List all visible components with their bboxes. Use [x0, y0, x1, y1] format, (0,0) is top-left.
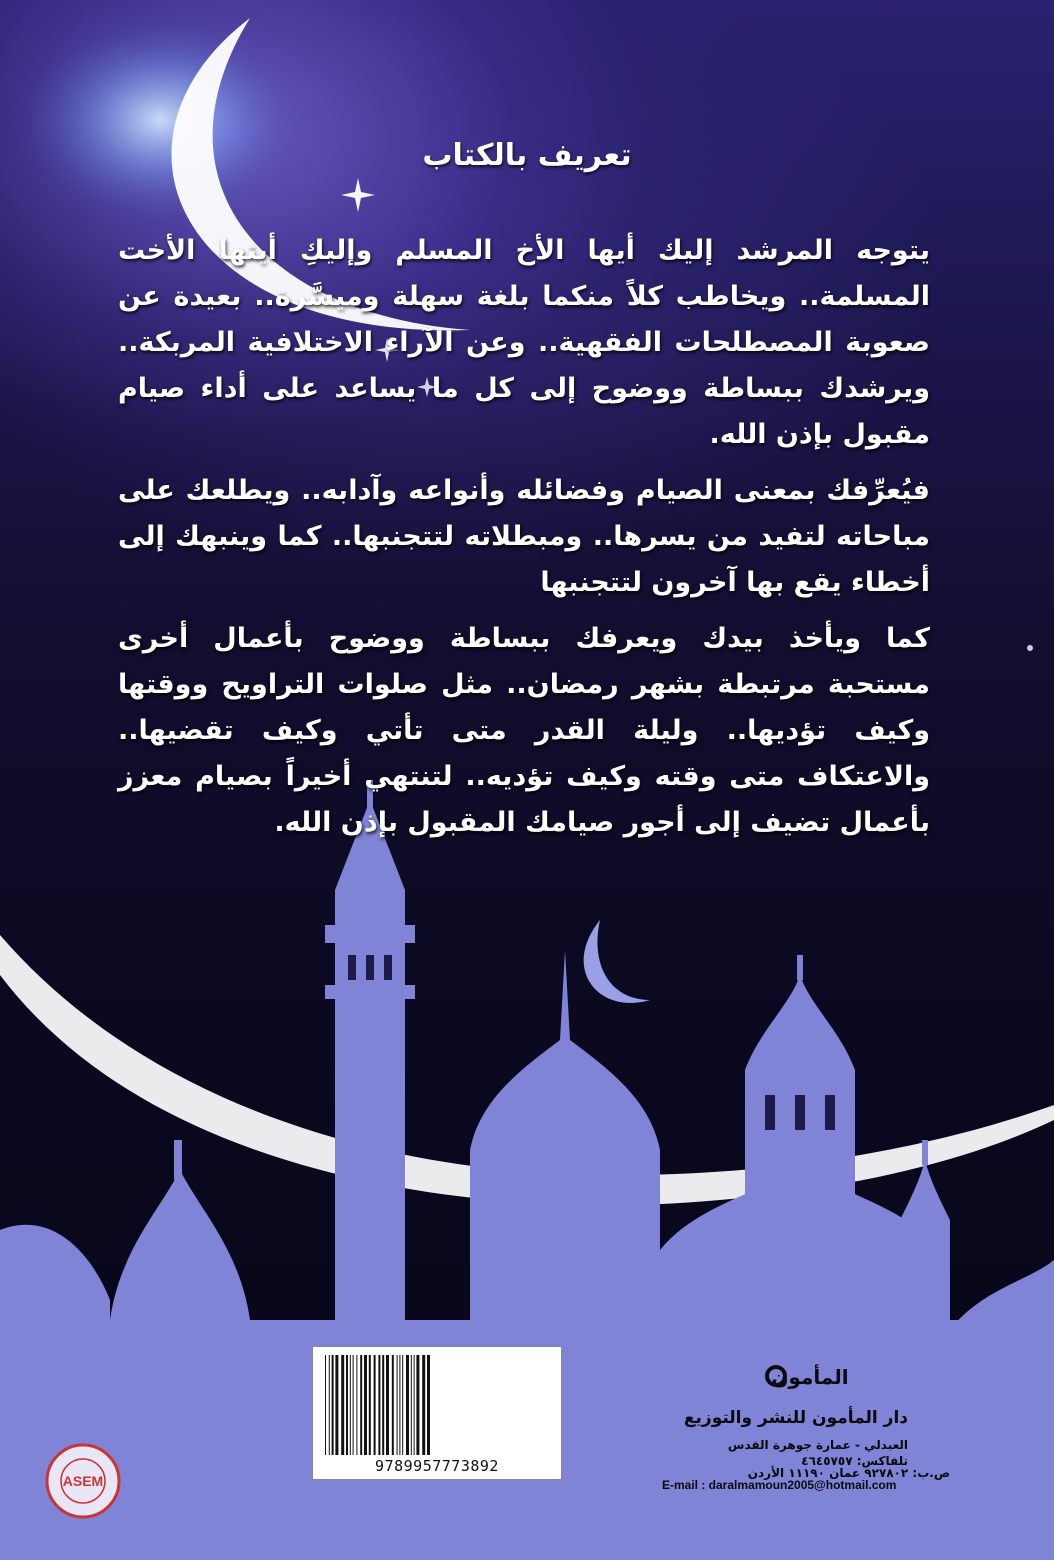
- description-paragraph: فيُعرِّفك بمعنى الصيام وفضائله وأنواعه وآدابه.. ويطلعك على مباحاته لتفيد من يسرها.. ومبطلاته لتتجنبها.. كما وينبهك إلى أخطاء يقع بها آخرون لتتجنبها: [118, 475, 930, 598]
- publisher-info: [650, 1342, 980, 1492]
- barcode-bar: [411, 1355, 412, 1455]
- barcode-bar: [350, 1355, 351, 1455]
- isbn-number: 9789957773892: [375, 1457, 499, 1475]
- book-description: [118, 228, 930, 856]
- publisher-telefax: تلفاكس: ٤٦٤٥٧٥٧: [801, 1454, 908, 1468]
- small-crescent-icon: [584, 920, 650, 1003]
- svg-text:ASEM: ASEM: [62, 1473, 104, 1489]
- svg-text:المأمون: المأمون: [771, 1365, 849, 1389]
- barcode-bar: [364, 1355, 367, 1455]
- barcode-bar: [402, 1355, 403, 1455]
- moon-glow: [10, 10, 310, 230]
- barcode-bar: [386, 1355, 389, 1455]
- publisher-logo: [760, 1342, 850, 1410]
- barcode-bar: [392, 1355, 394, 1455]
- barcode-bar: [335, 1355, 338, 1455]
- section-title: تعريف بالكتاب: [422, 138, 632, 173]
- barcode-bars: [323, 1355, 551, 1455]
- barcode-bar: [378, 1355, 380, 1455]
- barcode-bar: [369, 1355, 371, 1455]
- publisher-email: E-mail : daralmamoun2005@hotmail.com: [662, 1478, 897, 1492]
- description-paragraph: كما ويأخذ بيدك ويعرفك ببساطة ووضوح بأعمال أخرى مستحبة مرتبطة بشهر رمضان.. مثل صلوات التراويح ووقتها وكيف تؤديها.. وليلة القدر متى تأتي وكيف تقضيها.. والاعتكاف متى وقته وكيف تؤديه.. لتنتهي أخيراً بصيام معزز بأعمال تضيف إلى أجور صيامك المقبول بإذن الله.: [118, 623, 930, 838]
- barcode-bar: [427, 1355, 430, 1455]
- publisher-address: العبدلي - عمارة جوهرة القدس: [727, 1438, 908, 1452]
- barcode-bar: [397, 1355, 398, 1455]
- barcode-bar: [360, 1355, 362, 1455]
- barcode-bar: [382, 1355, 384, 1455]
- barcode-bar: [414, 1355, 415, 1455]
- barcode-bar: [406, 1355, 409, 1455]
- barcode-bar: [422, 1355, 425, 1455]
- barcode-bar: [353, 1355, 354, 1455]
- barcode-bar: [341, 1355, 344, 1455]
- publisher-name: دار المأمون للنشر والتوزيع: [683, 1408, 908, 1428]
- barcode-bar: [356, 1355, 357, 1455]
- publisher-pobox: ص.ب: ٩٢٧٨٠٢ عمان ١١١٩٠ الأردن: [747, 1466, 950, 1480]
- barcode-bar: [416, 1355, 419, 1455]
- barcode-bar: [346, 1355, 348, 1455]
- isbn-barcode: [312, 1346, 562, 1480]
- barcode-bar: [374, 1355, 376, 1455]
- barcode-bar: [329, 1355, 330, 1455]
- barcode-bar: [332, 1355, 334, 1455]
- barcode-bar: [399, 1355, 400, 1455]
- asem-seal-logo: [44, 1442, 122, 1520]
- barcode-bar: [325, 1355, 326, 1455]
- description-paragraph: يتوجه المرشد إليك أيها الأخ المسلم وإليكِ أيتها الأخت المسلمة.. ويخاطب كلاً منكما بلغة سهلة وميسَّرة.. بعيدة عن صعوبة المصطلحات الفقهية.. وعن الآراء الاختلافية المربكة.. ويرشدك ببساطة ووضوح إلى كل ما يساعد على أداء صيام مقبول بإذن الله.: [118, 235, 930, 450]
